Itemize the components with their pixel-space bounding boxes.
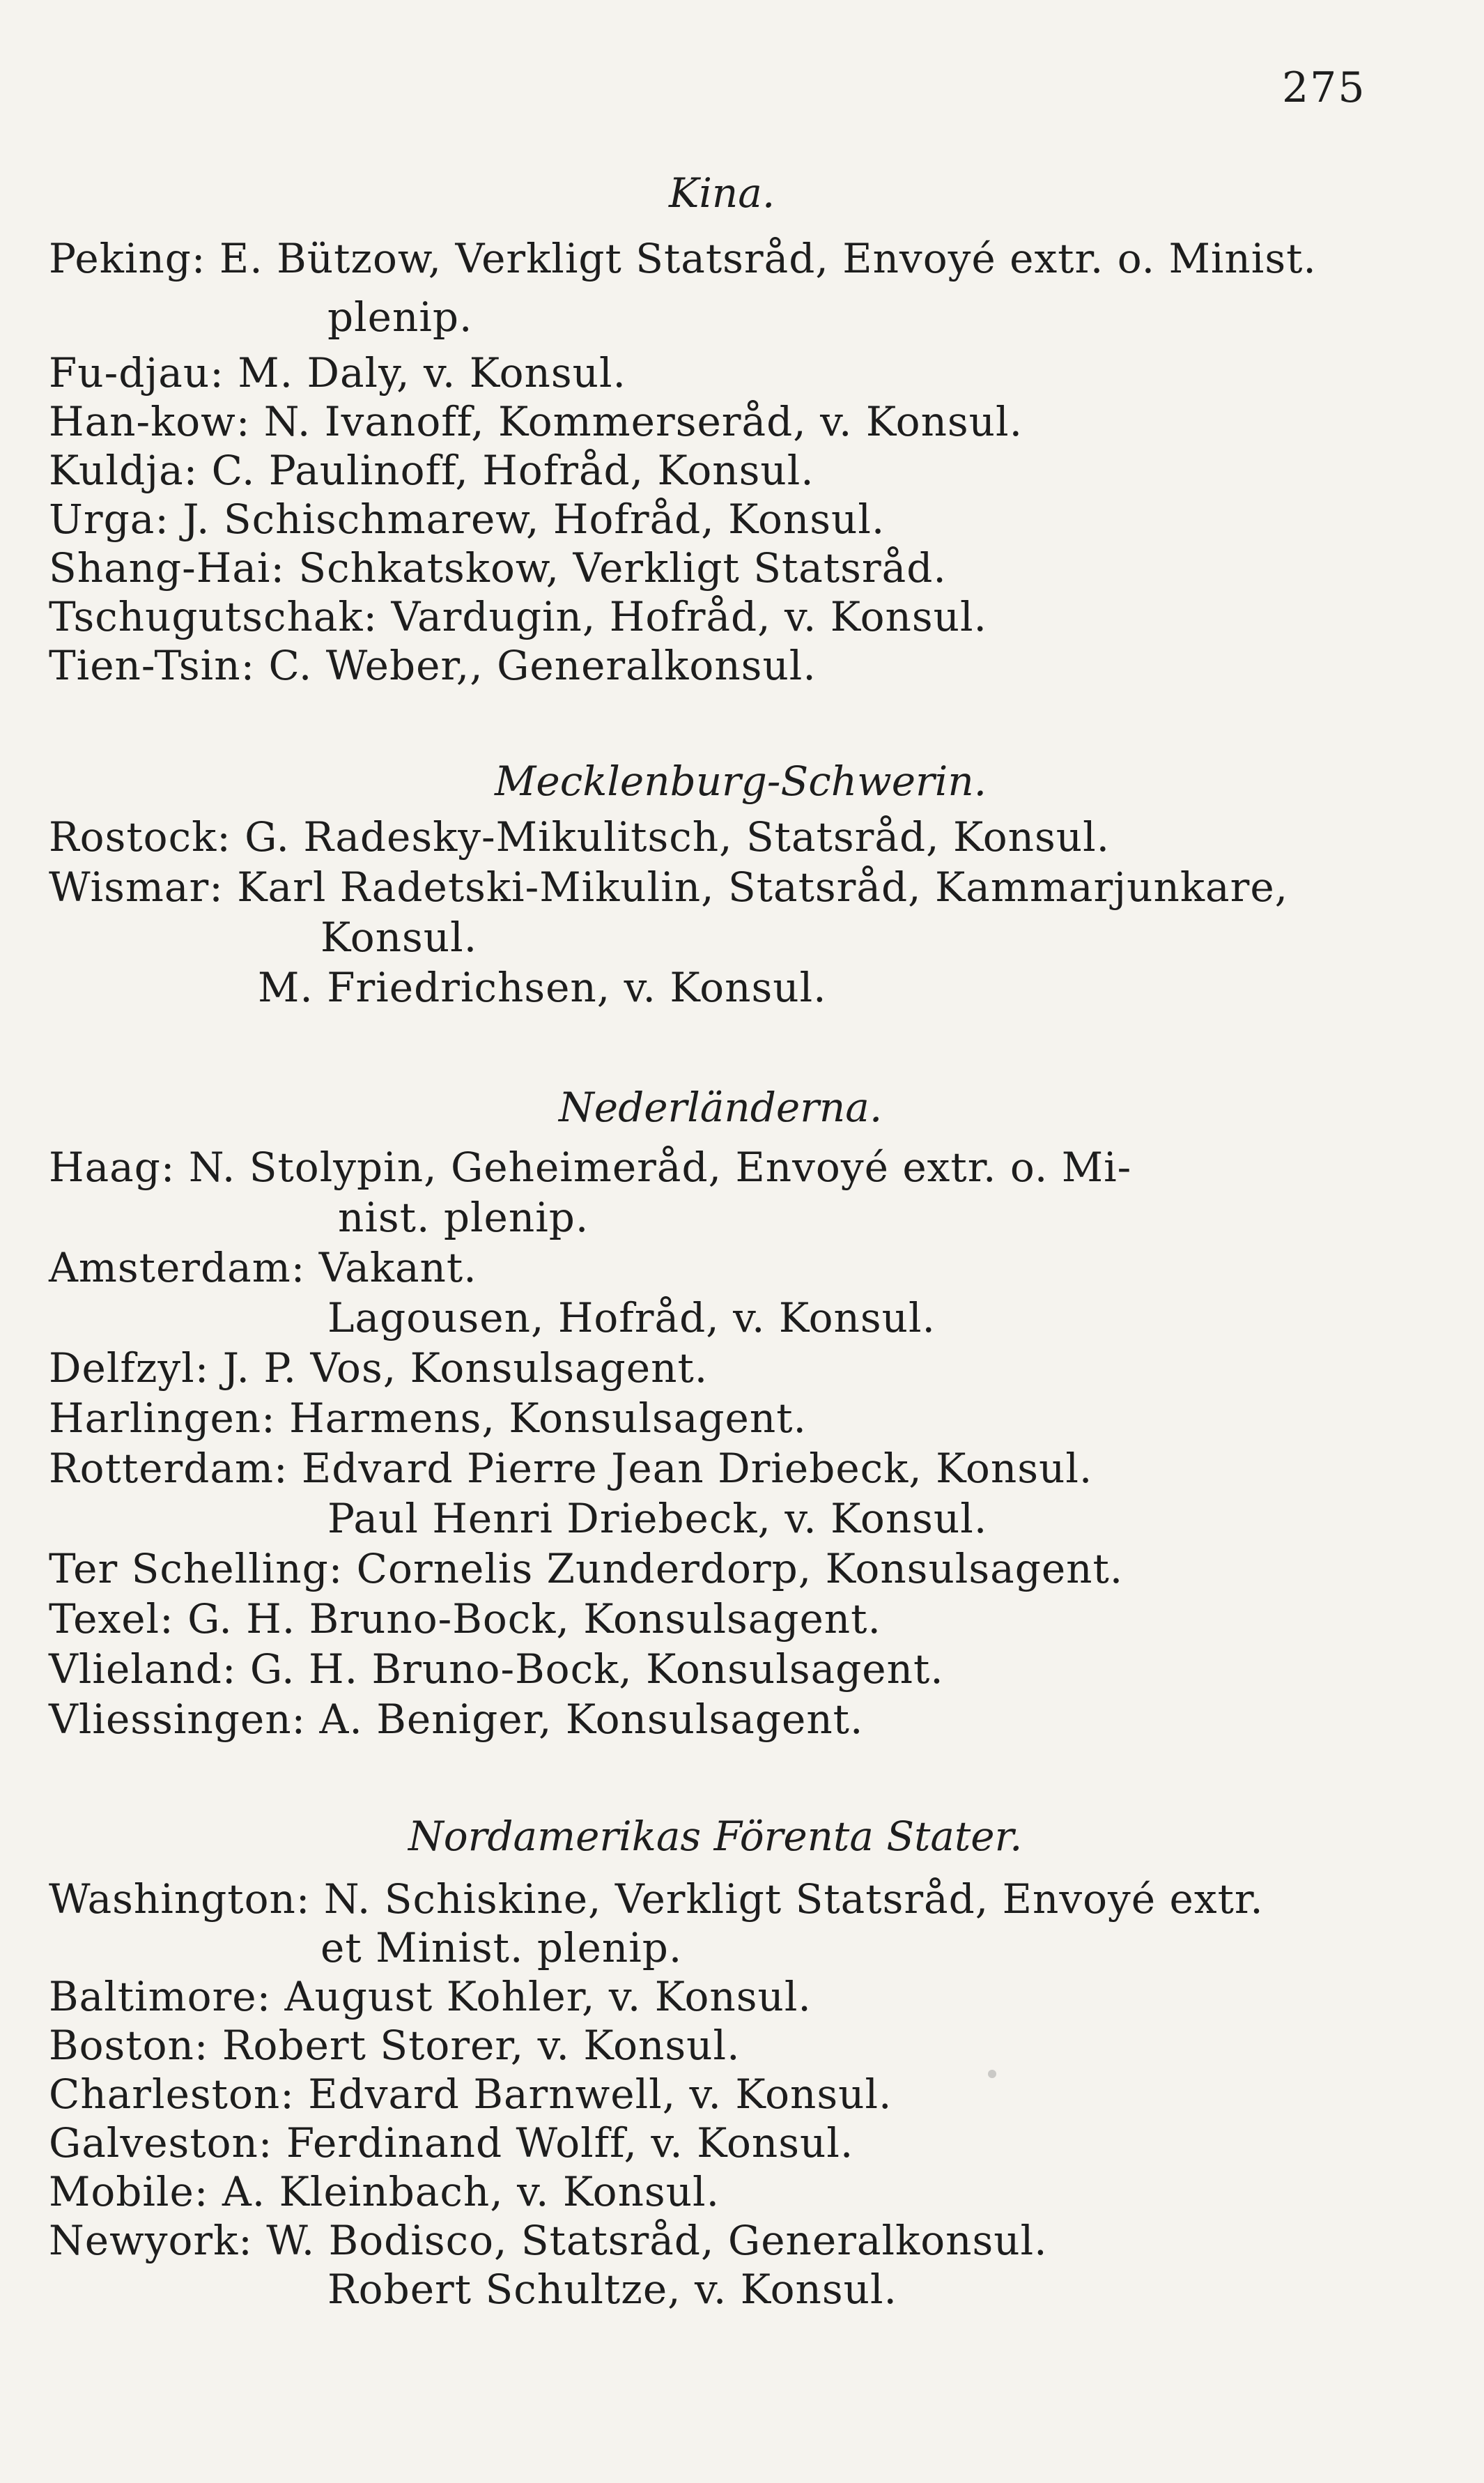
entry-rostock: Rostock: G. Radesky-Mikulitsch, Statsråd, Konsul. (49, 813, 1111, 861)
entry-kuldja: Kuldja: C. Paulinoff, Hofråd, Konsul. (49, 447, 814, 494)
entry-washington-continued: et Minist. plenip. (320, 1924, 683, 1971)
entry-han-kow: Han-kow: N. Ivanoff, Kommerseråd, v. Konsul. (49, 398, 1023, 445)
entry-urga: Urga: J. Schischmarew, Hofråd, Konsul. (49, 495, 886, 543)
entry-peking: Peking: E. Bützow, Verkligt Statsråd, Envoyé extr. o. Minist. (49, 235, 1317, 282)
entry-amsterdam: Amsterdam: Vakant. (49, 1244, 477, 1291)
section-heading-nederlanderna: Nederländerna. (559, 1084, 883, 1131)
entry-washington: Washington: N. Schiskine, Verkligt Statsråd, Envoyé extr. (49, 1875, 1264, 1923)
entry-haag-continued: nist. plenip. (338, 1194, 589, 1241)
entry-amsterdam-continued: Lagousen, Hofråd, v. Konsul. (327, 1294, 936, 1342)
entry-boston: Boston: Robert Storer, v. Konsul. (49, 2022, 741, 2069)
entry-rotterdam: Rotterdam: Edvard Pierre Jean Driebeck, Konsul. (49, 1445, 1093, 1492)
entry-shang-hai: Shang-Hai: Schkatskow, Verkligt Statsråd. (49, 544, 947, 592)
entry-wismar-continued: Konsul. (320, 914, 478, 961)
section-heading-mecklenburg-schwerin: Mecklenburg-Schwerin. (495, 758, 987, 805)
entry-texel: Texel: G. H. Bruno-Bock, Konsulsagent. (49, 1595, 881, 1643)
entry-peking-continued: plenip. (327, 293, 473, 341)
entry-tien-tsin: Tien-Tsin: C. Weber,, Generalkonsul. (49, 642, 817, 689)
entry-rotterdam-continued: Paul Henri Driebeck, v. Konsul. (327, 1495, 988, 1542)
stray-ink-mark (988, 2070, 996, 2078)
entry-vliessingen: Vliessingen: A. Beniger, Konsulsagent. (49, 1696, 864, 1743)
page-number: 275 (1282, 63, 1366, 112)
entry-harlingen: Harlingen: Harmens, Konsulsagent. (49, 1394, 807, 1442)
entry-fu-djau: Fu-djau: M. Daly, v. Konsul. (49, 349, 626, 397)
entry-ter-schelling: Ter Schelling: Cornelis Zunderdorp, Konsulsagent. (49, 1545, 1124, 1592)
entry-galveston: Galveston: Ferdinand Wolff, v. Konsul. (49, 2119, 854, 2167)
section-heading-nordamerikas-forenta-stater: Nordamerikas Förenta Stater. (408, 1813, 1023, 1860)
entry-wismar-second-consul: M. Friedrichsen, v. Konsul. (258, 964, 827, 1011)
entry-mobile: Mobile: A. Kleinbach, v. Konsul. (49, 2168, 720, 2215)
entry-charleston: Charleston: Edvard Barnwell, v. Konsul. (49, 2070, 892, 2118)
entry-newyork-continued: Robert Schultze, v. Konsul. (327, 2266, 897, 2313)
entry-newyork: Newyork: W. Bodisco, Statsråd, Generalkonsul. (49, 2217, 1048, 2264)
section-heading-kina: Kina. (669, 169, 775, 217)
entry-haag: Haag: N. Stolypin, Geheimeråd, Envoyé extr. o. Mi- (49, 1144, 1132, 1191)
entry-tschugutschak: Tschugutschak: Vardugin, Hofråd, v. Konsul. (49, 593, 987, 640)
entry-wismar: Wismar: Karl Radetski-Mikulin, Statsråd, Kammarjunkare, (49, 863, 1289, 911)
entry-delfzyl: Delfzyl: J. P. Vos, Konsulsagent. (49, 1344, 709, 1392)
entry-baltimore: Baltimore: August Kohler, v. Konsul. (49, 1973, 812, 2020)
entry-vlieland: Vlieland: G. H. Bruno-Bock, Konsulsagent. (49, 1645, 944, 1693)
